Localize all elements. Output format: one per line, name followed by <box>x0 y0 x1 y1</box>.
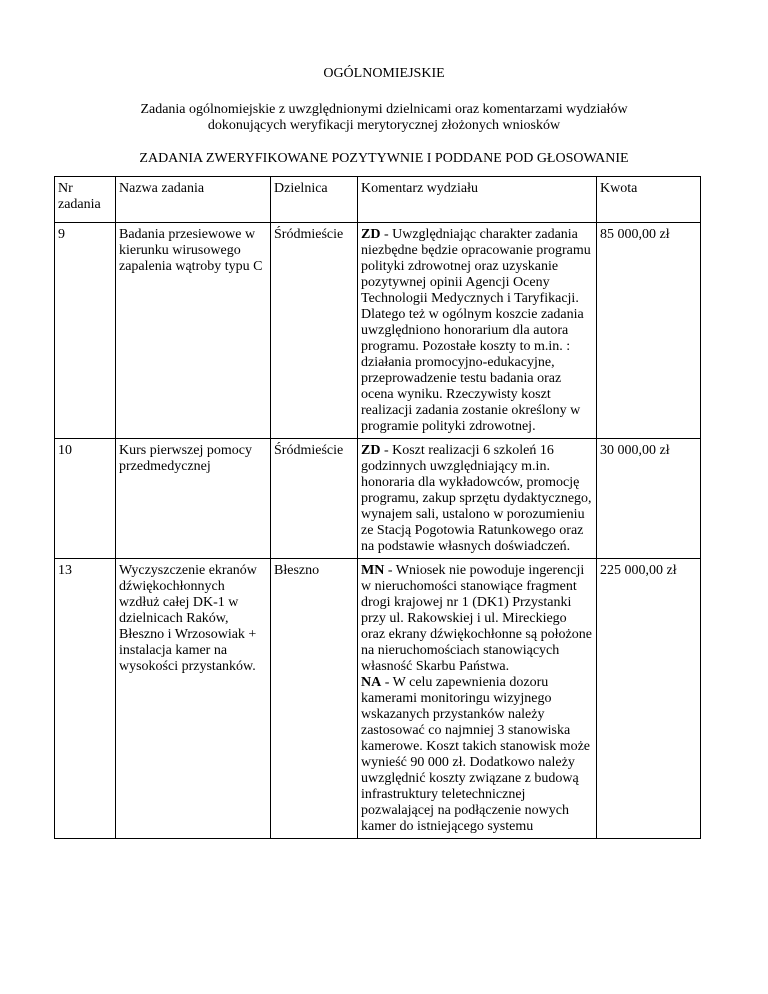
table-row <box>55 223 701 439</box>
task-amount: 30 000,00 zł <box>597 439 701 559</box>
comment-text: - Koszt realizacji 6 szkoleń 16 godzinnych uwzględniający m.in. honoraria dla wykładowców, promocję programu, zakup sprzętu dydaktycznego, wynajem sali, ustalono w porozumieniu ze Stacją Pogotowia Ratunkowego oraz na podstawie własnych doświadczeń. <box>361 443 592 554</box>
task-comment <box>358 439 597 559</box>
task-name: Badania przesiewowe w kierunku wirusowego zapalenia wątroby typu C <box>116 223 271 439</box>
comment-note <box>361 675 593 835</box>
task-name: Wyczyszczenie ekranów dźwiękochłonnych wzdłuż całej DK-1 w dzielnicach Raków, Błeszno i Wrzosowiak + instalacja kamer na wysokości przystanków. <box>116 559 271 839</box>
comment-text: - Wniosek nie powoduje ingerencji w nieruchomości stanowiące fragment drogi krajowej nr 1 (DK1) Przystanki przy ul. Rakowskiej i ul. Mireckiego oraz ekrany dźwiękochłonne są położone na nieruchomościach stanowiących własność Skarbu Państwa. <box>361 563 592 674</box>
comment-note <box>361 563 593 675</box>
task-number: 13 <box>55 559 116 839</box>
page-title: OGÓLNOMIEJSKIE <box>323 66 445 81</box>
task-comment <box>358 223 597 439</box>
task-district: Błeszno <box>271 559 358 839</box>
header-name: Nazwa zadania <box>116 177 271 223</box>
department-code: MN <box>361 563 385 578</box>
header-amount: Kwota <box>597 177 701 223</box>
header-nr: Nr zadania <box>55 177 116 223</box>
department-code: ZD <box>361 443 381 458</box>
department-code: NA <box>361 675 382 690</box>
comment-text: - W celu zapewnienia dozoru kamerami monitoringu wizyjnego wskazanych przystanków należy zastosować co najmniej 3 stanowiska kamerowe. Koszt takich stanowisk może wynieść 90 000 zł. Dodatkowo należy uwzględnić koszty związane z budową infrastruktury teletechnicznej pozwalającej na podłączenie nowych kamer do istniejącego systemu <box>361 675 590 834</box>
task-number: 10 <box>55 439 116 559</box>
comment-text: - Uwzględniając charakter zadania niezbędne będzie opracowanie programu polityki zdrowotnej oraz uzyskanie pozytywnej opinii Agencji Oceny Technologii Medycznych i Taryfikacji. Dlatego też w ogólnym koszcie zadania uwzględniono honorarium dla autora programu. Pozostałe koszty to m.in. : działania promocyjno-edukacyjne, przeprowadzenie testu badania oraz ocena wyniku. Rzeczywisty koszt realizacji zadania zostanie określony w programie polityki zdrowotnej. <box>361 227 591 434</box>
task-district: Śródmieście <box>271 439 358 559</box>
task-number: 9 <box>55 223 116 439</box>
header-comment: Komentarz wydziału <box>358 177 597 223</box>
task-district: Śródmieście <box>271 223 358 439</box>
table-row <box>55 439 701 559</box>
task-amount: 225 000,00 zł <box>597 559 701 839</box>
task-name: Kurs pierwszej pomocy przedmedycznej <box>116 439 271 559</box>
task-comment <box>358 559 597 839</box>
task-amount: 85 000,00 zł <box>597 223 701 439</box>
section-title: ZADANIA ZWERYFIKOWANE POZYTYWNIE I PODDANE POD GŁOSOWANIE <box>139 151 629 166</box>
table-row <box>55 559 701 839</box>
header-district: Dzielnica <box>271 177 358 223</box>
page-subtitle: Zadania ogólnomiejskie z uwzględnionymi dzielnicami oraz komentarzami wydziałów dokonujących weryfikacji merytorycznej złożonych wniosków <box>140 102 628 133</box>
tasks-table <box>54 176 701 839</box>
comment-note <box>361 227 593 435</box>
table-header-row <box>55 177 701 223</box>
department-code: ZD <box>361 227 381 242</box>
comment-note <box>361 443 593 555</box>
